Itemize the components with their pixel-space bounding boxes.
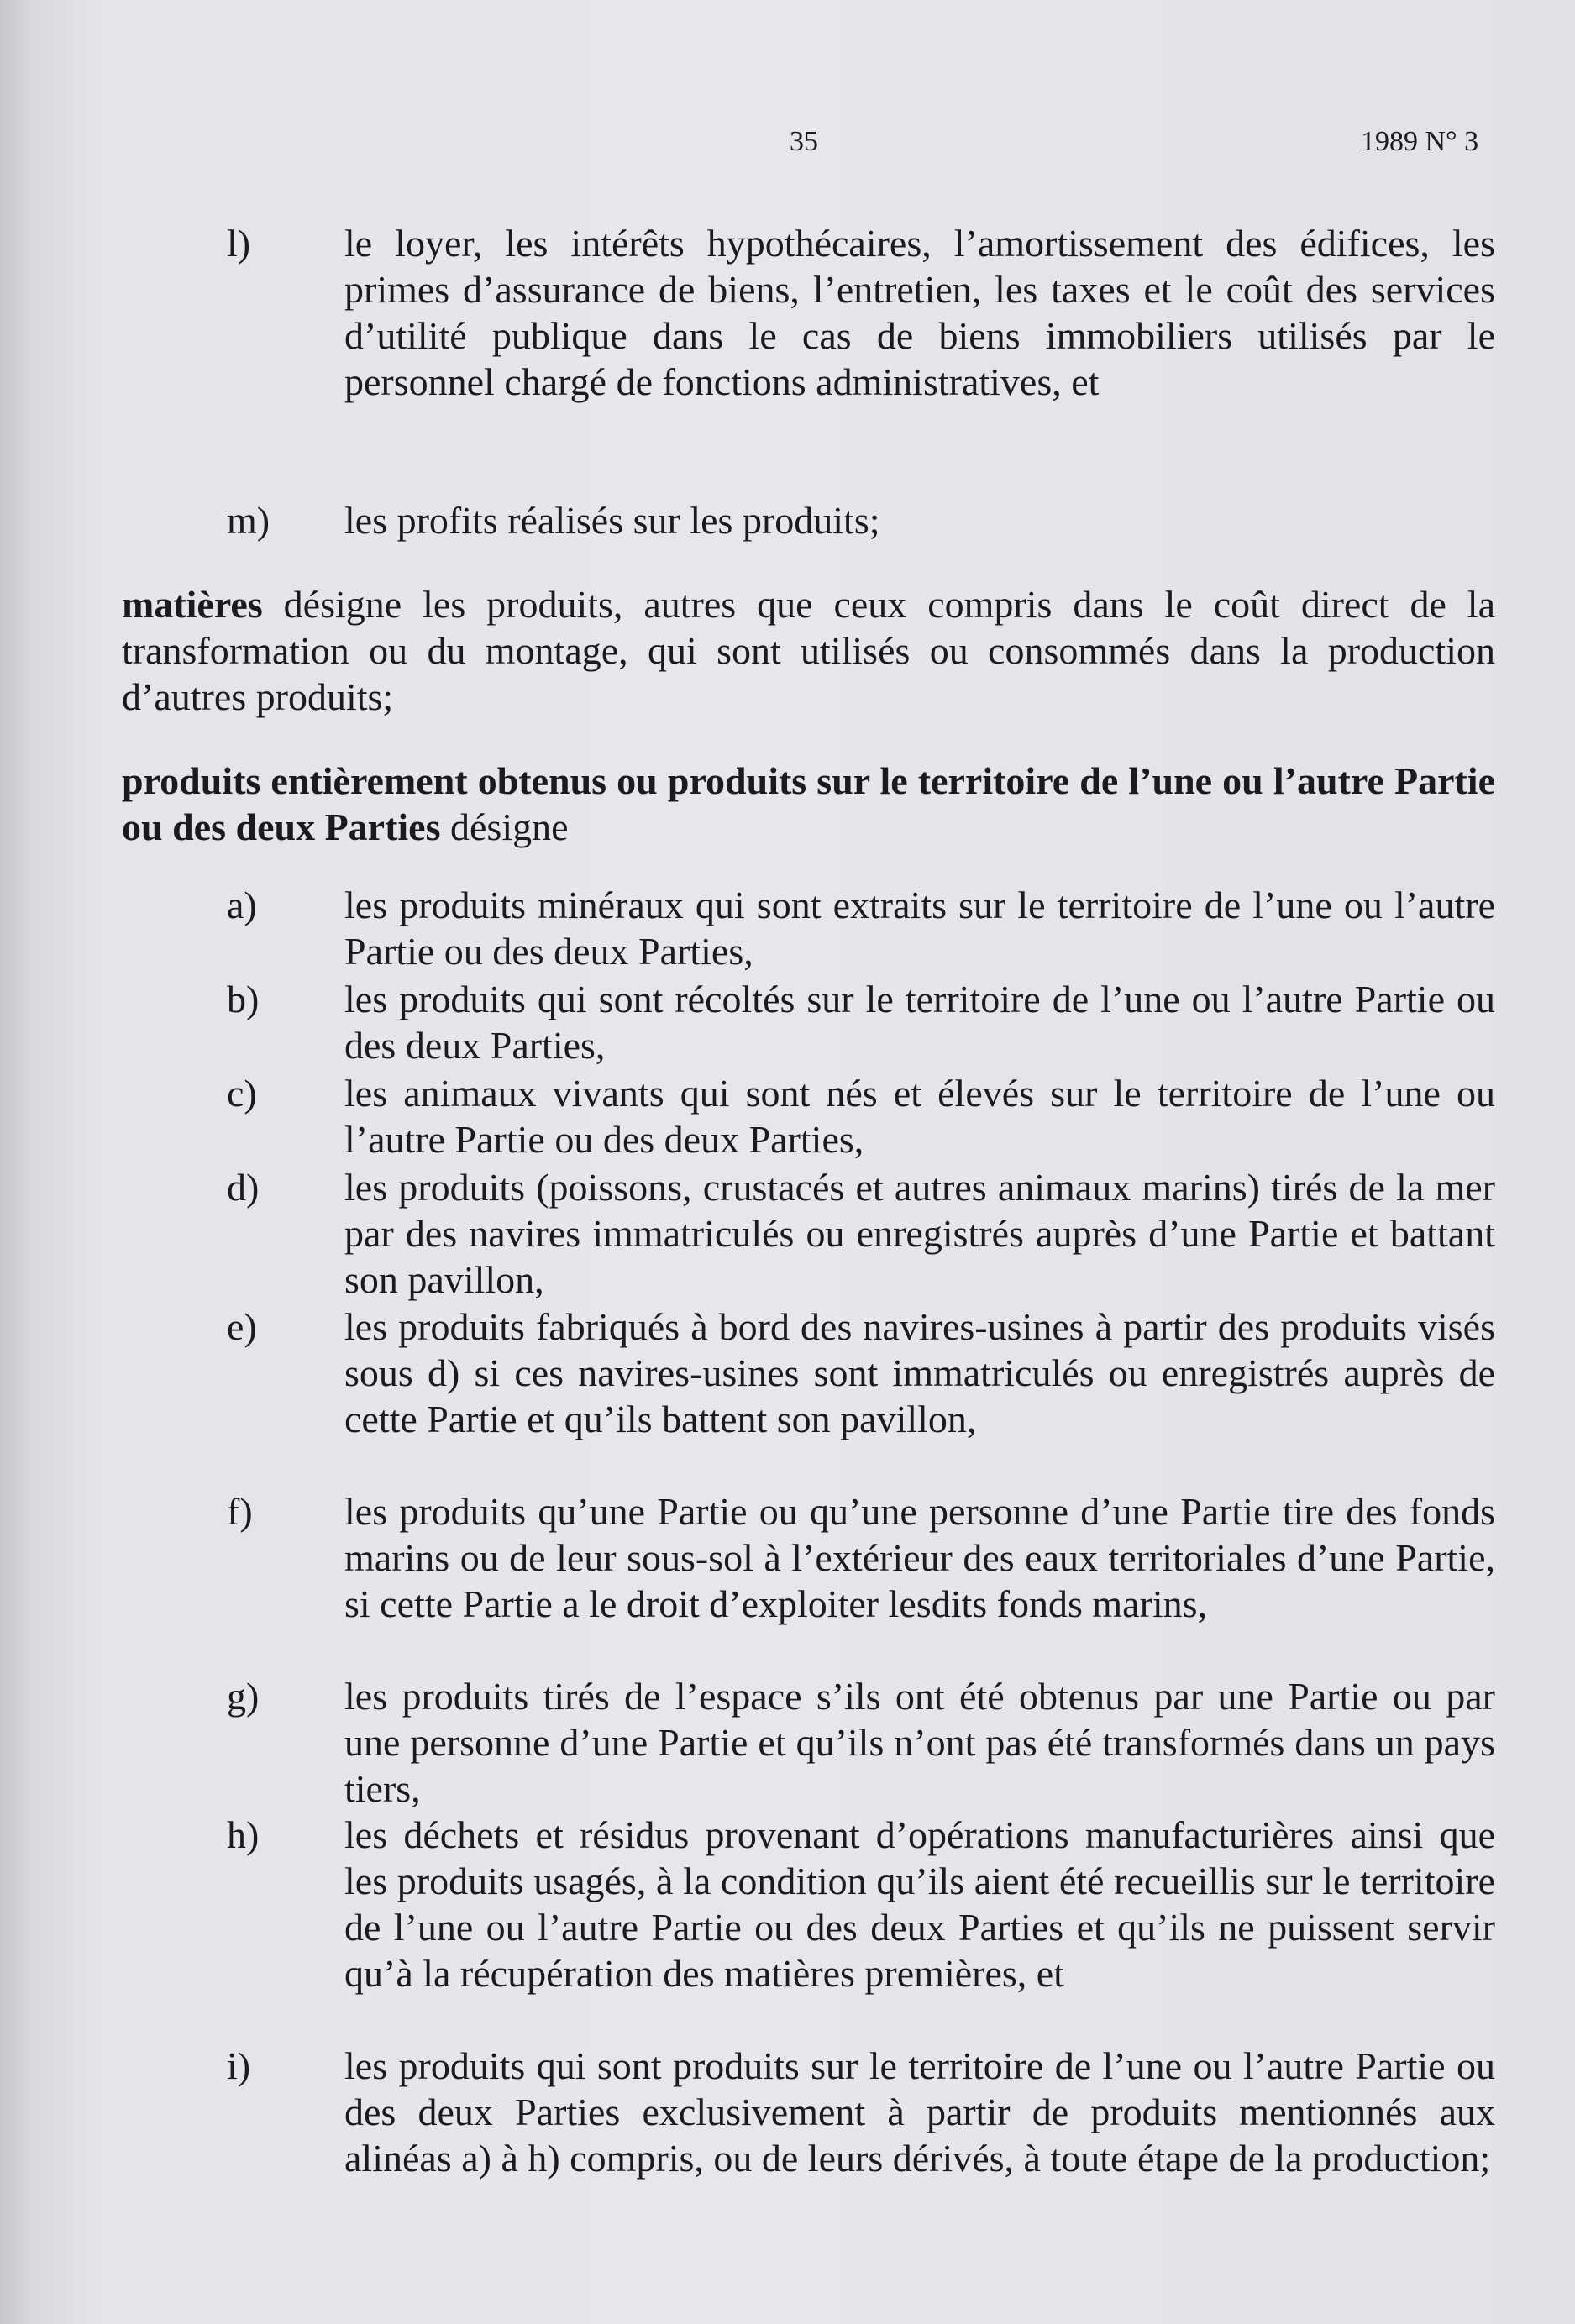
list-item-d (227, 1164, 1495, 1303)
list-marker: i) (227, 2044, 251, 2087)
list-item-text: les produits tirés de l’espace s’ils ont été obtenus par une Partie ou par une personne d’une Partie et qu’ils n’ont pas été transformés dans un pays tiers, (344, 1675, 1495, 1810)
list-item-text: les animaux vivants qui sont nés et élevés sur le territoire de l’une ou l’autre Partie ou des deux Parties, (344, 1072, 1495, 1161)
list-marker: l) (227, 222, 251, 265)
list-item-f (227, 1488, 1495, 1627)
document-reference: 1989 N° 3 (1361, 126, 1479, 157)
list-item-a (227, 882, 1495, 974)
list-item-b (227, 976, 1495, 1068)
definition-materials (122, 581, 1495, 720)
list-marker: d) (227, 1166, 260, 1209)
definition-term: matières (122, 583, 263, 626)
list-marker: m) (227, 499, 270, 542)
list-marker: e) (227, 1305, 257, 1348)
list-item-text: les produits fabriqués à bord des navires-usines à partir des produits visés sous d) si ces navires-usines sont immatriculés ou enregistrés auprès de cette Partie et qu’ils battent son pavillon, (344, 1305, 1495, 1440)
list-marker: g) (227, 1675, 260, 1718)
list-item-text: les produits qui sont produits sur le territoire de l’une ou l’autre Partie ou des deux Parties exclusivement à partir de produits mentionnés aux alinéas a) à h) compris, ou de leurs dérivés, à toute étape de la production; (344, 2044, 1495, 2180)
list-item-l (227, 220, 1495, 405)
list-item-e (227, 1304, 1495, 1442)
list-item-c (227, 1070, 1495, 1162)
list-item-text: les produits minéraux qui sont extraits sur le territoire de l’une ou l’autre Partie ou des deux Parties, (344, 884, 1495, 973)
list-item-text: le loyer, les intérêts hypothécaires, l’amortissement des édifices, les primes d’assurance de biens, l’entretien, les taxes et le coût des services d’utilité publique dans le cas de biens immobiliers utilisés par le personnel chargé de fonctions administratives, et (344, 222, 1495, 403)
list-item-g (227, 1673, 1495, 1812)
list-item-m (227, 497, 1495, 543)
definition-wholly-obtained (122, 758, 1495, 850)
list-item-i (227, 2043, 1495, 2181)
definition-text: désigne les produits, autres que ceux compris dans le coût direct de la transformation ou du montage, qui sont utilisés ou consommés dans la production d’autres produits; (122, 583, 1495, 718)
list-item-text: les produits qu’une Partie ou qu’une personne d’une Partie tire des fonds marins ou de leur sous-sol à l’extérieur des eaux territoriales d’une Partie, si cette Partie a le droit d’exploiter lesdits fonds marins, (344, 1490, 1495, 1625)
list-item-text: les produits (poissons, crustacés et autres animaux marins) tirés de la mer par des navires immatriculés ou enregistrés auprès d’une Partie et battant son pavillon, (344, 1166, 1495, 1301)
list-marker: c) (227, 1072, 257, 1115)
list-marker: h) (227, 1813, 260, 1856)
list-marker: b) (227, 978, 260, 1020)
definition-text: désigne (440, 805, 569, 848)
list-marker: f) (227, 1490, 253, 1533)
list-item-text: les déchets et résidus provenant d’opérations manufacturières ainsi que les produits usagés, à la condition qu’ils aient été recueillis sur le territoire de l’une ou l’autre Partie ou des deux Parties et qu’ils ne puissent servir qu’à la récupération des matières premières, et (344, 1813, 1495, 1995)
list-item-h (227, 1812, 1495, 1996)
list-item-text: les produits qui sont récoltés sur le territoire de l’une ou l’autre Partie ou des deux Parties, (344, 978, 1495, 1067)
list-marker: a) (227, 884, 257, 926)
page-number: 35 (790, 126, 818, 157)
list-item-text: les profits réalisés sur les produits; (344, 499, 880, 542)
definition-term: produits entièrement obtenus ou produits sur le territoire de l’une ou l’autre Partie ou des deux Parties (122, 759, 1495, 848)
